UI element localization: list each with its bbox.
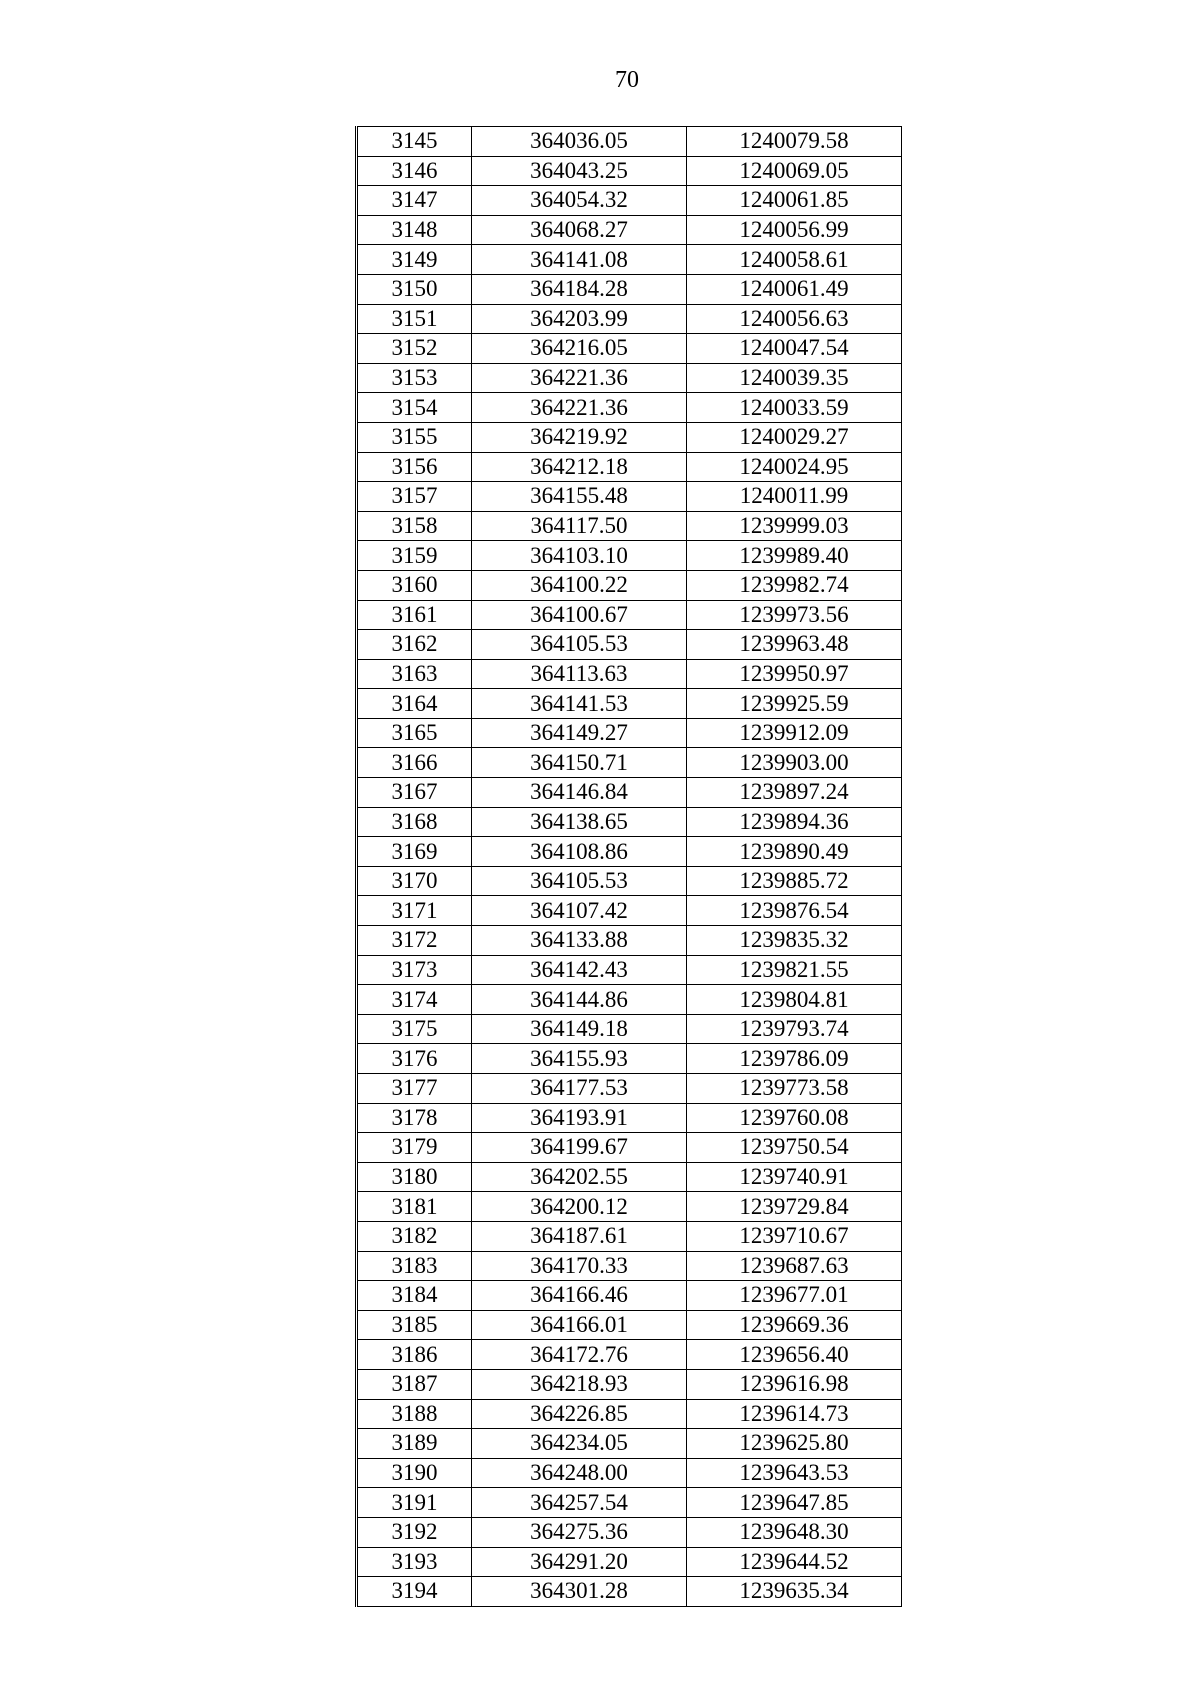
table-row xyxy=(357,1369,902,1399)
x-coordinate-cell: 364103.10 xyxy=(472,541,687,571)
point-number-cell: 3176 xyxy=(357,1044,472,1074)
point-number-cell: 3157 xyxy=(357,482,472,512)
table-row xyxy=(357,541,902,571)
point-number-cell: 3155 xyxy=(357,422,472,452)
table-row xyxy=(357,718,902,748)
x-coordinate-cell: 364149.18 xyxy=(472,1014,687,1044)
y-coordinate-cell: 1239835.32 xyxy=(687,926,902,956)
y-coordinate-cell: 1239635.34 xyxy=(687,1577,902,1607)
y-coordinate-cell: 1239786.09 xyxy=(687,1044,902,1074)
point-number-cell: 3145 xyxy=(357,127,472,157)
point-number-cell: 3147 xyxy=(357,186,472,216)
x-coordinate-cell: 364054.32 xyxy=(472,186,687,216)
x-coordinate-cell: 364166.46 xyxy=(472,1281,687,1311)
coordinates-table xyxy=(355,126,902,1607)
point-number-cell: 3183 xyxy=(357,1251,472,1281)
x-coordinate-cell: 364141.53 xyxy=(472,689,687,719)
y-coordinate-cell: 1239740.91 xyxy=(687,1162,902,1192)
x-coordinate-cell: 364068.27 xyxy=(472,215,687,245)
table-row xyxy=(357,1429,902,1459)
x-coordinate-cell: 364219.92 xyxy=(472,422,687,452)
table-row xyxy=(357,570,902,600)
y-coordinate-cell: 1239773.58 xyxy=(687,1074,902,1104)
y-coordinate-cell: 1239643.53 xyxy=(687,1458,902,1488)
y-coordinate-cell: 1239903.00 xyxy=(687,748,902,778)
y-coordinate-cell: 1240039.35 xyxy=(687,363,902,393)
point-number-cell: 3178 xyxy=(357,1103,472,1133)
y-coordinate-cell: 1239616.98 xyxy=(687,1369,902,1399)
x-coordinate-cell: 364146.84 xyxy=(472,778,687,808)
x-coordinate-cell: 364107.42 xyxy=(472,896,687,926)
x-coordinate-cell: 364202.55 xyxy=(472,1162,687,1192)
table-row xyxy=(357,334,902,364)
table-row xyxy=(357,1014,902,1044)
point-number-cell: 3159 xyxy=(357,541,472,571)
point-number-cell: 3177 xyxy=(357,1074,472,1104)
y-coordinate-cell: 1239750.54 xyxy=(687,1133,902,1163)
table-row xyxy=(357,1192,902,1222)
y-coordinate-cell: 1239894.36 xyxy=(687,807,902,837)
x-coordinate-cell: 364142.43 xyxy=(472,955,687,985)
point-number-cell: 3170 xyxy=(357,866,472,896)
point-number-cell: 3154 xyxy=(357,393,472,423)
y-coordinate-cell: 1239999.03 xyxy=(687,511,902,541)
table-row xyxy=(357,274,902,304)
x-coordinate-cell: 364155.93 xyxy=(472,1044,687,1074)
point-number-cell: 3185 xyxy=(357,1310,472,1340)
y-coordinate-cell: 1239614.73 xyxy=(687,1399,902,1429)
y-coordinate-cell: 1240056.99 xyxy=(687,215,902,245)
y-coordinate-cell: 1239804.81 xyxy=(687,985,902,1015)
point-number-cell: 3190 xyxy=(357,1458,472,1488)
table-row xyxy=(357,511,902,541)
x-coordinate-cell: 364221.36 xyxy=(472,363,687,393)
x-coordinate-cell: 364221.36 xyxy=(472,393,687,423)
table-row xyxy=(357,393,902,423)
x-coordinate-cell: 364248.00 xyxy=(472,1458,687,1488)
point-number-cell: 3191 xyxy=(357,1488,472,1518)
table-row xyxy=(357,127,902,157)
y-coordinate-cell: 1240047.54 xyxy=(687,334,902,364)
x-coordinate-cell: 364234.05 xyxy=(472,1429,687,1459)
table-row xyxy=(357,186,902,216)
page-number: 70 xyxy=(615,67,639,93)
y-coordinate-cell: 1239669.36 xyxy=(687,1310,902,1340)
x-coordinate-cell: 364105.53 xyxy=(472,630,687,660)
table-row xyxy=(357,1251,902,1281)
table-row xyxy=(357,807,902,837)
point-number-cell: 3151 xyxy=(357,304,472,334)
x-coordinate-cell: 364138.65 xyxy=(472,807,687,837)
x-coordinate-cell: 364275.36 xyxy=(472,1517,687,1547)
table-row xyxy=(357,689,902,719)
point-number-cell: 3180 xyxy=(357,1162,472,1192)
y-coordinate-cell: 1239925.59 xyxy=(687,689,902,719)
table-row xyxy=(357,630,902,660)
point-number-cell: 3168 xyxy=(357,807,472,837)
table-row xyxy=(357,778,902,808)
y-coordinate-cell: 1239885.72 xyxy=(687,866,902,896)
point-number-cell: 3146 xyxy=(357,156,472,186)
table-row xyxy=(357,215,902,245)
x-coordinate-cell: 364193.91 xyxy=(472,1103,687,1133)
table-row xyxy=(357,748,902,778)
y-coordinate-cell: 1240011.99 xyxy=(687,482,902,512)
y-coordinate-cell: 1240024.95 xyxy=(687,452,902,482)
x-coordinate-cell: 364155.48 xyxy=(472,482,687,512)
x-coordinate-cell: 364216.05 xyxy=(472,334,687,364)
table-row xyxy=(357,837,902,867)
table-row xyxy=(357,422,902,452)
y-coordinate-cell: 1239677.01 xyxy=(687,1281,902,1311)
x-coordinate-cell: 364187.61 xyxy=(472,1221,687,1251)
y-coordinate-cell: 1240029.27 xyxy=(687,422,902,452)
x-coordinate-cell: 364141.08 xyxy=(472,245,687,275)
y-coordinate-cell: 1240079.58 xyxy=(687,127,902,157)
point-number-cell: 3166 xyxy=(357,748,472,778)
point-number-cell: 3149 xyxy=(357,245,472,275)
x-coordinate-cell: 364301.28 xyxy=(472,1577,687,1607)
y-coordinate-cell: 1239648.30 xyxy=(687,1517,902,1547)
table-row xyxy=(357,482,902,512)
y-coordinate-cell: 1239950.97 xyxy=(687,659,902,689)
table-row xyxy=(357,1221,902,1251)
point-number-cell: 3182 xyxy=(357,1221,472,1251)
point-number-cell: 3171 xyxy=(357,896,472,926)
point-number-cell: 3152 xyxy=(357,334,472,364)
y-coordinate-cell: 1239982.74 xyxy=(687,570,902,600)
x-coordinate-cell: 364043.25 xyxy=(472,156,687,186)
x-coordinate-cell: 364218.93 xyxy=(472,1369,687,1399)
table-row xyxy=(357,1310,902,1340)
x-coordinate-cell: 364108.86 xyxy=(472,837,687,867)
table-row xyxy=(357,245,902,275)
table-row xyxy=(357,1133,902,1163)
table-row xyxy=(357,1103,902,1133)
x-coordinate-cell: 364170.33 xyxy=(472,1251,687,1281)
point-number-cell: 3169 xyxy=(357,837,472,867)
table-row xyxy=(357,1517,902,1547)
point-number-cell: 3175 xyxy=(357,1014,472,1044)
x-coordinate-cell: 364036.05 xyxy=(472,127,687,157)
point-number-cell: 3193 xyxy=(357,1547,472,1577)
table-row xyxy=(357,1340,902,1370)
y-coordinate-cell: 1240069.05 xyxy=(687,156,902,186)
x-coordinate-cell: 364133.88 xyxy=(472,926,687,956)
y-coordinate-cell: 1239710.67 xyxy=(687,1221,902,1251)
point-number-cell: 3160 xyxy=(357,570,472,600)
table-row xyxy=(357,1577,902,1607)
table-row xyxy=(357,926,902,956)
table-row xyxy=(357,600,902,630)
x-coordinate-cell: 364100.22 xyxy=(472,570,687,600)
y-coordinate-cell: 1239625.80 xyxy=(687,1429,902,1459)
point-number-cell: 3179 xyxy=(357,1133,472,1163)
point-number-cell: 3173 xyxy=(357,955,472,985)
x-coordinate-cell: 364257.54 xyxy=(472,1488,687,1518)
table-row xyxy=(357,304,902,334)
x-coordinate-cell: 364117.50 xyxy=(472,511,687,541)
x-coordinate-cell: 364184.28 xyxy=(472,274,687,304)
point-number-cell: 3186 xyxy=(357,1340,472,1370)
y-coordinate-cell: 1240033.59 xyxy=(687,393,902,423)
table-row xyxy=(357,866,902,896)
y-coordinate-cell: 1239821.55 xyxy=(687,955,902,985)
point-number-cell: 3163 xyxy=(357,659,472,689)
point-number-cell: 3187 xyxy=(357,1369,472,1399)
y-coordinate-cell: 1239890.49 xyxy=(687,837,902,867)
table-row xyxy=(357,1074,902,1104)
y-coordinate-cell: 1239989.40 xyxy=(687,541,902,571)
y-coordinate-cell: 1239973.56 xyxy=(687,600,902,630)
point-number-cell: 3181 xyxy=(357,1192,472,1222)
y-coordinate-cell: 1239687.63 xyxy=(687,1251,902,1281)
table-row xyxy=(357,896,902,926)
x-coordinate-cell: 364200.12 xyxy=(472,1192,687,1222)
point-number-cell: 3164 xyxy=(357,689,472,719)
x-coordinate-cell: 364105.53 xyxy=(472,866,687,896)
point-number-cell: 3188 xyxy=(357,1399,472,1429)
table-row xyxy=(357,659,902,689)
x-coordinate-cell: 364212.18 xyxy=(472,452,687,482)
x-coordinate-cell: 364166.01 xyxy=(472,1310,687,1340)
x-coordinate-cell: 364113.63 xyxy=(472,659,687,689)
y-coordinate-cell: 1239644.52 xyxy=(687,1547,902,1577)
point-number-cell: 3148 xyxy=(357,215,472,245)
x-coordinate-cell: 364149.27 xyxy=(472,718,687,748)
y-coordinate-cell: 1239912.09 xyxy=(687,718,902,748)
y-coordinate-cell: 1240056.63 xyxy=(687,304,902,334)
table-row xyxy=(357,1399,902,1429)
y-coordinate-cell: 1239963.48 xyxy=(687,630,902,660)
table-row xyxy=(357,955,902,985)
table-row xyxy=(357,1162,902,1192)
table-row xyxy=(357,1281,902,1311)
point-number-cell: 3158 xyxy=(357,511,472,541)
x-coordinate-cell: 364100.67 xyxy=(472,600,687,630)
y-coordinate-cell: 1239897.24 xyxy=(687,778,902,808)
x-coordinate-cell: 364144.86 xyxy=(472,985,687,1015)
point-number-cell: 3172 xyxy=(357,926,472,956)
y-coordinate-cell: 1239647.85 xyxy=(687,1488,902,1518)
x-coordinate-cell: 364177.53 xyxy=(472,1074,687,1104)
point-number-cell: 3167 xyxy=(357,778,472,808)
table-row xyxy=(357,1044,902,1074)
x-coordinate-cell: 364291.20 xyxy=(472,1547,687,1577)
x-coordinate-cell: 364203.99 xyxy=(472,304,687,334)
y-coordinate-cell: 1239876.54 xyxy=(687,896,902,926)
y-coordinate-cell: 1240061.85 xyxy=(687,186,902,216)
x-coordinate-cell: 364226.85 xyxy=(472,1399,687,1429)
y-coordinate-cell: 1239729.84 xyxy=(687,1192,902,1222)
table-row xyxy=(357,1458,902,1488)
point-number-cell: 3192 xyxy=(357,1517,472,1547)
y-coordinate-cell: 1239760.08 xyxy=(687,1103,902,1133)
table-row xyxy=(357,452,902,482)
coordinates-table-body xyxy=(357,127,902,1607)
point-number-cell: 3165 xyxy=(357,718,472,748)
point-number-cell: 3162 xyxy=(357,630,472,660)
x-coordinate-cell: 364172.76 xyxy=(472,1340,687,1370)
y-coordinate-cell: 1240058.61 xyxy=(687,245,902,275)
table-row xyxy=(357,1488,902,1518)
x-coordinate-cell: 364199.67 xyxy=(472,1133,687,1163)
point-number-cell: 3194 xyxy=(357,1577,472,1607)
table-row xyxy=(357,156,902,186)
table-row xyxy=(357,985,902,1015)
y-coordinate-cell: 1239793.74 xyxy=(687,1014,902,1044)
table-row xyxy=(357,363,902,393)
x-coordinate-cell: 364150.71 xyxy=(472,748,687,778)
point-number-cell: 3150 xyxy=(357,274,472,304)
y-coordinate-cell: 1239656.40 xyxy=(687,1340,902,1370)
point-number-cell: 3161 xyxy=(357,600,472,630)
point-number-cell: 3189 xyxy=(357,1429,472,1459)
y-coordinate-cell: 1240061.49 xyxy=(687,274,902,304)
table-row xyxy=(357,1547,902,1577)
point-number-cell: 3184 xyxy=(357,1281,472,1311)
point-number-cell: 3156 xyxy=(357,452,472,482)
point-number-cell: 3174 xyxy=(357,985,472,1015)
point-number-cell: 3153 xyxy=(357,363,472,393)
